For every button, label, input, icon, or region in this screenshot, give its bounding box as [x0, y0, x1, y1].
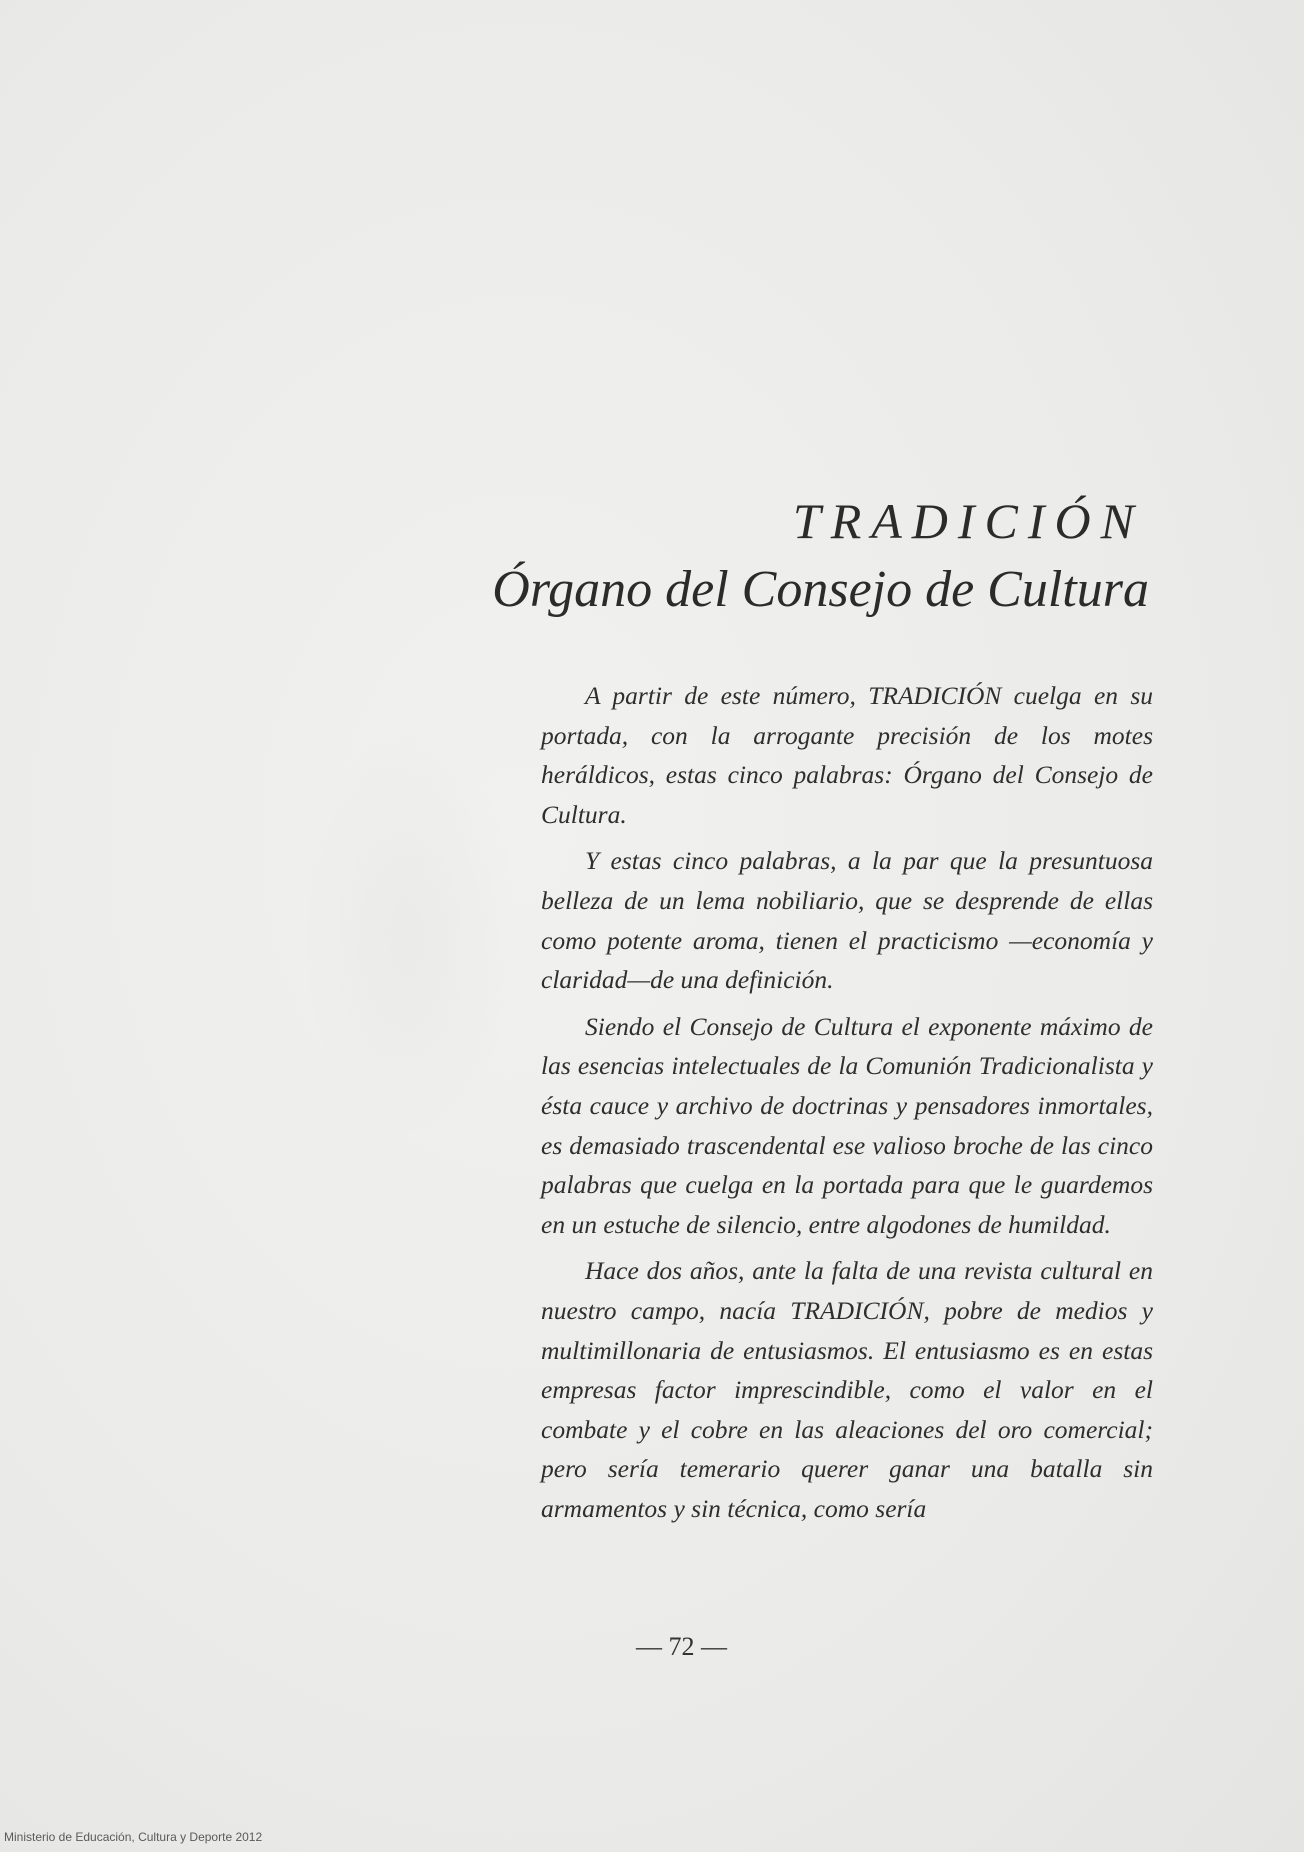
show-through-ink — [300, 720, 520, 1140]
article-body — [541, 676, 1153, 1535]
paragraph-4: Hace dos años, ante la falta de una revista cultural en nuestro campo, nacía TRADICIÓN, pobre de medios y multimillonaria de entusiasmos. El entusiasmo es en estas empresas factor imprescindible, como el valor en el combate y el cobre en las aleaciones del oro comercial; pero sería temerario querer ganar una batalla sin armamentos y sin técnica, como sería — [541, 1256, 1153, 1523]
page-number: — 72 — — [636, 1632, 727, 1661]
paragraph-2: Y estas cinco palabras, a la par que la presuntuosa belleza de un lema nobiliario, que se desprende de ellas como potente aroma, tienen el practicismo —economía y claridad—de una definición. — [541, 846, 1153, 995]
page-subtitle: Órgano del Consejo de Cultura — [492, 561, 1149, 618]
paragraph-3: Siendo el Consejo de Cultura el exponente máximo de las esencias intelectuales de la Comunión Tradicionalista y ésta cauce y archivo de doctrinas y pensadores inmortales, es demasiado trascendental ese valioso broche de las cinco palabras que cuelga en la portada para que le guardemos en un estuche de silencio, entre algodones de humildad. — [541, 1011, 1153, 1239]
paragraph-1: A partir de este número, TRADICIÓN cuelga en su portada, con la arrogante precisión de los motes heráldicos, estas cinco palabras: Órgano del Consejo de Cultura. — [541, 681, 1153, 829]
page-title: TRADICIÓN — [792, 493, 1144, 549]
copyright-footer: Ministerio de Educación, Cultura y Deporte 2012 — [4, 1830, 263, 1844]
